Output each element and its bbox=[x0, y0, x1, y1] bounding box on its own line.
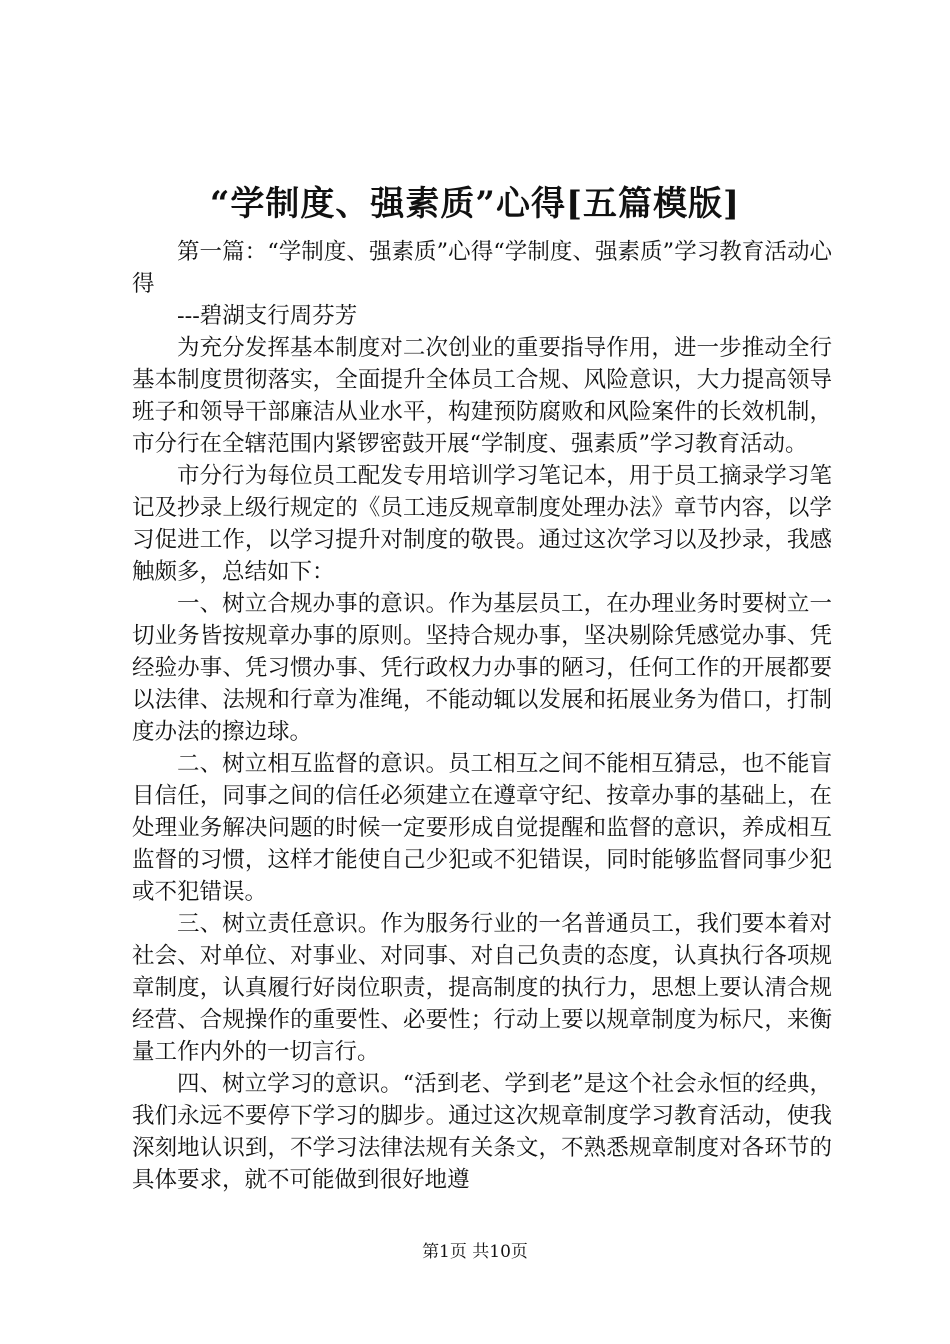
paragraph-author: ---碧湖支行周芬芳 bbox=[177, 303, 358, 329]
paragraph-point-2: 二、树立相互监督的意识。员工相互之间不能相互猜忌，也不能盲目信任，同事之间的信任必须建立在遵章守纪、按章办事的基础上，在处理业务解决问题的时候一定要形成自觉提醒和监督的意识，养成相互监督的习惯，这样才能使自己少犯或不犯错误，同时能够监督同事少犯或不犯错误。 bbox=[132, 751, 832, 905]
paragraph-point-3: 三、树立责任意识。作为服务行业的一名普通员工，我们要本着对社会、对单位、对事业、对同事、对自己负责的态度，认真执行各项规章制度，认真履行好岗位职责，提高制度的执行力，思想上要认清合规经营、合规操作的重要性、必要性；行动上要以规章制度为标尺，来衡量工作内外的一切言行。 bbox=[132, 911, 832, 1065]
document-title: “学制度、强素质”心得[五篇模版] bbox=[209, 184, 741, 224]
page-number: 第1页 共10页 bbox=[422, 1242, 528, 1262]
paragraph-notebook: 市分行为每位员工配发专用培训学习笔记本，用于员工摘录学习笔记及抄录上级行规定的《员工违反规章制度处理办法》章节内容，以学习促进工作，以学习提升对制度的敬畏。通过这次学习以及抄录，我感触颇多，总结如下： bbox=[132, 463, 832, 585]
paragraph-heading: 第一篇：“学制度、强素质”心得“学制度、强素质”学习教育活动心得 bbox=[132, 239, 832, 297]
paragraph-intro: 为充分发挥基本制度对二次创业的重要指导作用，进一步推动全行基本制度贯彻落实，全面提升全体员工合规、风险意识，大力提高领导班子和领导干部廉洁从业水平，构建预防腐败和风险案件的长效机制，市分行在全辖范围内紧锣密鼓开展“学制度、强素质”学习教育活动。 bbox=[132, 335, 832, 457]
document-body bbox=[132, 236, 832, 1196]
paragraph-point-1: 一、树立合规办事的意识。作为基层员工，在办理业务时要树立一切业务皆按规章办事的原则。坚持合规办事，坚决剔除凭感觉办事、凭经验办事、凭习惯办事、凭行政权力办事的陋习，任何工作的开展都要以法律、法规和行章为准绳，不能动辄以发展和拓展业务为借口，打制度办法的擦边球。 bbox=[132, 591, 832, 745]
paragraph-point-4: 四、树立学习的意识。“活到老、学到老”是这个社会永恒的经典，我们永远不要停下学习的脚步。通过这次规章制度学习教育活动，使我深刻地认识到，不学习法律法规有关条文，不熟悉规章制度对各环节的具体要求，就不可能做到很好地遵 bbox=[132, 1071, 832, 1193]
